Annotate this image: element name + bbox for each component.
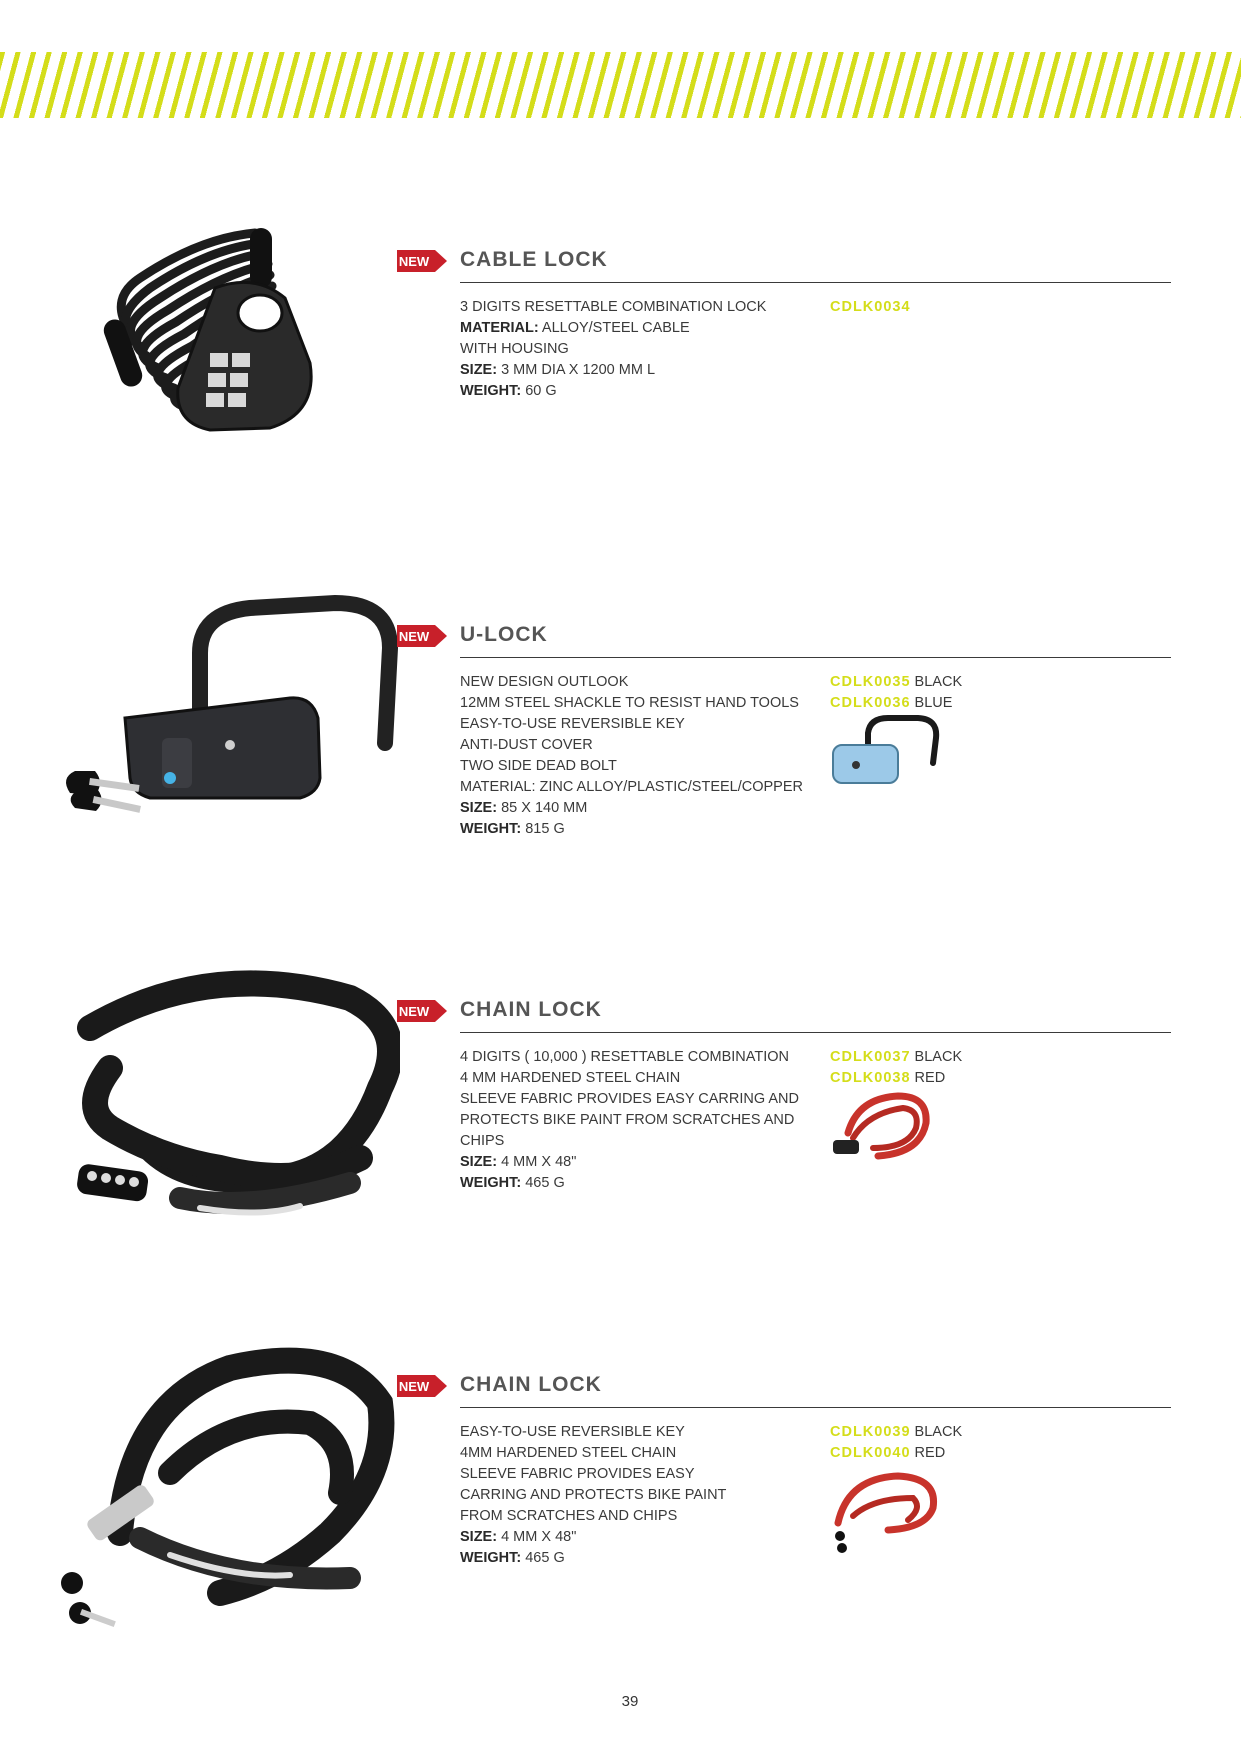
spec-line: ANTI-DUST COVER <box>460 737 593 753</box>
code-line: CDLK0039 BLACK <box>830 1424 963 1440</box>
spec-line: CARRING AND PROTECTS BIKE PAINT <box>460 1487 727 1503</box>
spec-weight: WEIGHT: 465 G <box>460 1175 565 1191</box>
spec-weight: WEIGHT: 465 G <box>460 1550 565 1566</box>
spec-list <box>460 1422 805 1569</box>
spec-weight: WEIGHT: 60 G <box>460 383 557 399</box>
chain-lock-key-red-variant-image <box>828 1468 948 1558</box>
chain-lock-red-variant-image <box>828 1088 948 1178</box>
u-lock-blue-variant-image <box>828 713 948 803</box>
svg-text:NEW: NEW <box>398 629 430 644</box>
product-code: CDLK0035 <box>830 674 911 690</box>
code-line: CDLK0037 BLACK <box>830 1049 963 1065</box>
svg-text:NEW: NEW <box>398 1004 430 1019</box>
product-title: CABLE LOCK <box>460 248 608 271</box>
product-chain-lock-key <box>0 1343 1241 1703</box>
spec-list <box>460 297 805 402</box>
product-code: CDLK0039 <box>830 1424 911 1440</box>
product-chain-lock-combination <box>0 968 1241 1328</box>
spec-list <box>460 1047 805 1194</box>
product-code: CDLK0037 <box>830 1049 911 1065</box>
chain-lock-key-image <box>50 1343 400 1673</box>
spec-size: SIZE: 3 MM DIA X 1200 MM L <box>460 362 656 378</box>
spec-line: SLEEVE FABRIC PROVIDES EASY <box>460 1466 695 1482</box>
spec-line: FROM SCRATCHES AND CHIPS <box>460 1508 678 1524</box>
new-badge <box>397 250 447 272</box>
new-badge <box>397 1375 447 1397</box>
code-line: CDLK0040 RED <box>830 1445 946 1461</box>
product-code: CDLK0036 <box>830 695 911 711</box>
title-divider <box>460 657 1171 658</box>
product-title: CHAIN LOCK <box>460 1373 602 1396</box>
spec-material: MATERIAL: ALLOY/STEEL CABLE <box>460 320 690 336</box>
spec-size: SIZE: 4 MM X 48" <box>460 1154 577 1170</box>
spec-size: SIZE: 85 X 140 MM <box>460 800 588 816</box>
title-divider <box>460 1407 1171 1408</box>
product-code: CDLK0038 <box>830 1070 911 1086</box>
spec-line: EASY-TO-USE REVERSIBLE KEY <box>460 716 685 732</box>
product-title: CHAIN LOCK <box>460 998 602 1021</box>
spec-line: 4 DIGITS ( 10,000 ) RESETTABLE COMBINATION <box>460 1049 790 1065</box>
spec-line: 3 DIGITS RESETTABLE COMBINATION LOCK <box>460 299 767 315</box>
spec-line: 4 MM HARDENED STEEL CHAIN <box>460 1070 681 1086</box>
spec-line: NEW DESIGN OUTLOOK <box>460 674 629 690</box>
header-stripe-band <box>0 52 1241 118</box>
title-divider <box>460 282 1171 283</box>
u-lock-image <box>50 593 400 923</box>
product-cable-lock <box>0 218 1241 578</box>
product-title: U-LOCK <box>460 623 548 646</box>
spec-line: WITH HOUSING <box>460 341 569 357</box>
svg-text:NEW: NEW <box>398 254 430 269</box>
new-badge <box>397 625 447 647</box>
code-line: CDLK0035 BLACK <box>830 674 963 690</box>
svg-text:NEW: NEW <box>398 1379 430 1394</box>
spec-line: SLEEVE FABRIC PROVIDES EASY CARRING AND PROTECTS BIKE PAINT FROM SCRATCHES AND CHIPS <box>460 1091 799 1149</box>
product-codes <box>830 1047 1130 1089</box>
spec-line: EASY-TO-USE REVERSIBLE KEY <box>460 1424 685 1440</box>
new-badge <box>397 1000 447 1022</box>
product-code: CDLK0040 <box>830 1445 911 1461</box>
product-code: CDLK0034 <box>830 299 911 315</box>
code-line: CDLK0038 RED <box>830 1070 946 1086</box>
chain-lock-combination-image <box>50 968 400 1298</box>
product-u-lock <box>0 593 1241 953</box>
spec-line: TWO SIDE DEAD BOLT <box>460 758 617 774</box>
spec-list <box>460 672 805 840</box>
code-line: CDLK0036 BLUE <box>830 695 953 711</box>
cable-lock-image <box>50 218 400 548</box>
spec-line: 4MM HARDENED STEEL CHAIN <box>460 1445 677 1461</box>
spec-size: SIZE: 4 MM X 48" <box>460 1529 577 1545</box>
title-divider <box>460 1032 1171 1033</box>
spec-line: 12MM STEEL SHACKLE TO RESIST HAND TOOLS <box>460 695 799 711</box>
code-line <box>830 297 1130 318</box>
page-number: 39 <box>621 1693 639 1710</box>
spec-weight: WEIGHT: 815 G <box>460 821 565 837</box>
spec-line: MATERIAL: ZINC ALLOY/PLASTIC/STEEL/COPPER <box>460 779 803 795</box>
product-codes <box>830 297 1130 318</box>
product-codes <box>830 672 1130 714</box>
product-codes <box>830 1422 1130 1464</box>
